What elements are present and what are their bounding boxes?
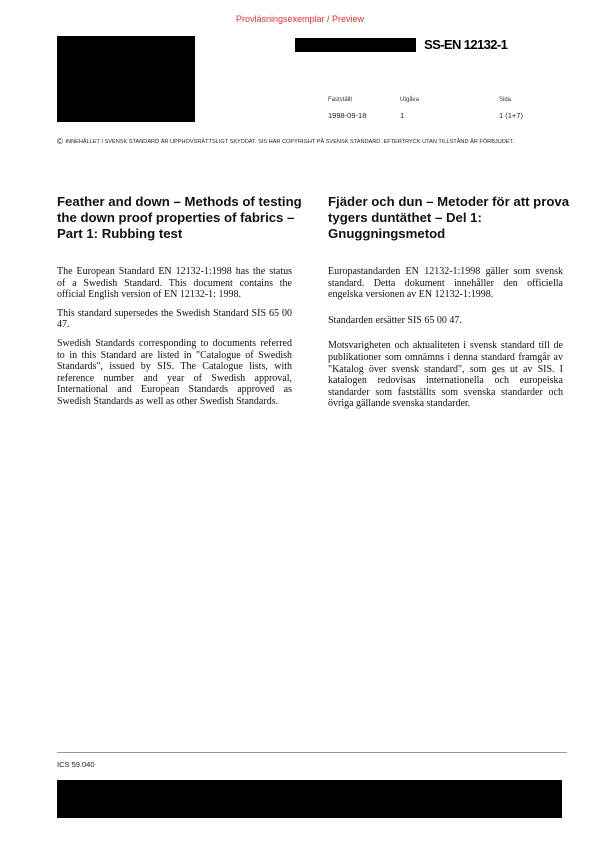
copyright-text: INNEHÅLLET I SVENSK STANDARD ÄR UPPHOVSRÄTTSLIGT SKYDDAT. SIS HAR COPYRIGHT PÅ SVENSK STANDARD. EFTERTRYCK UTAN TILLSTÅND ÄR FÖRBJUDET. [65,139,514,145]
edition-label: Utgåva [400,97,420,103]
ics-code: ICS 59.040 [57,760,95,769]
redacted-header-text [295,38,416,52]
english-paragraph: The European Standard EN 12132-1:1998 has the status of a Swedish Standard. This document contains the official English version of EN 12132-1: 1998. [57,266,292,301]
preview-banner: Provläsningsexemplar / Preview [235,14,365,24]
established-value: 1998-09-18 [328,111,367,120]
swedish-paragraph: Standarden ersätter SIS 65 00 47. [328,314,462,326]
english-title: Feather and down – Methods of testing the down proof properties of fabrics – Part 1: Rubbing test [57,194,302,241]
page-value: 1 (1+7) [499,111,523,120]
footer-divider [57,752,567,753]
english-paragraph: Swedish Standards corresponding to documents referred to in this Standard are listed in "Catalogue of Swedish Standards", issued by SIS. The Catalogue lists, with reference number and year of Swedish approval, International and European Standards approved as Swedish Standards as well as other Swedish Standards. [57,337,292,407]
established-label: Fastställt [328,97,353,103]
swedish-title: Fjäder och dun – Metoder för att prova tygers duntäthet – Del 1: Gnuggningsmetod [328,194,570,241]
swedish-body [328,266,563,417]
english-paragraph: This standard supersedes the Swedish Standard SIS 65 00 47. [57,307,292,331]
redacted-logo [57,36,195,122]
copyright-icon: © [57,137,63,146]
document-number: SS-EN 12132-1 [424,37,508,52]
page-label: Sida [499,97,512,103]
english-body [57,266,292,415]
edition-value: 1 [400,111,405,120]
swedish-paragraph: Motsvarigheten och aktualiteten i svensk standard till de publikationer som omnämns i denna standard framgår av "Katalog över svensk standard", som ges ut av SIS. I katalogen redovisas internationella och europeiska standarder som fastställts som svenska standarder och övriga gällande svenska standarder. [328,340,563,410]
redacted-footer [57,780,562,818]
swedish-paragraph: Europastandarden EN 12132-1:1998 gäller som svensk standard. Detta dokument innehåller den officiella engelska versionen av EN 12132-1:1998. [328,266,563,301]
copyright-notice [57,137,567,146]
